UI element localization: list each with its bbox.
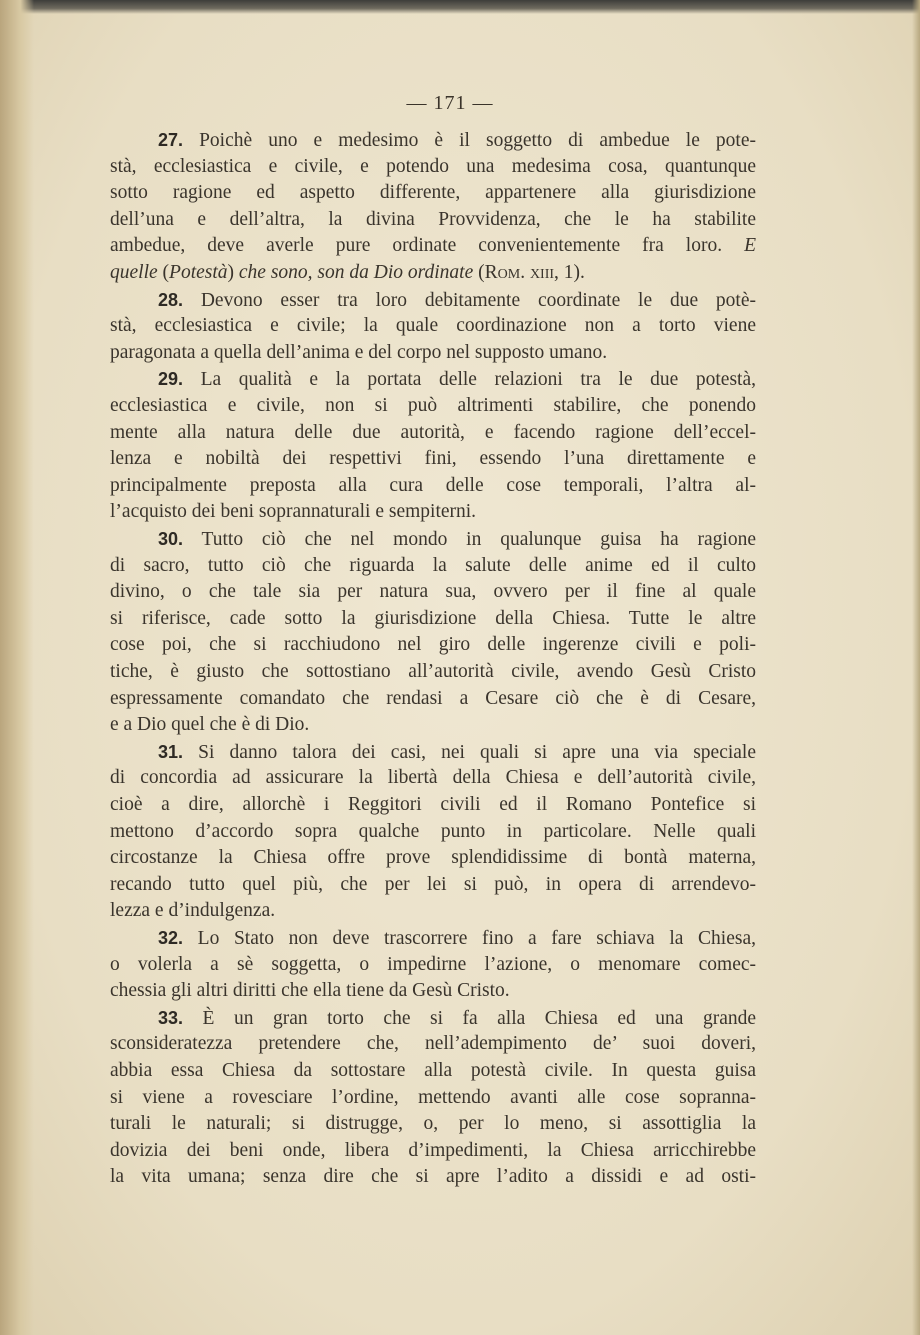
paragraph-first-line (110, 926, 756, 951)
text-segment: stà, ecclesiastica e civile; la quale coordinazione non a torto viene (110, 315, 756, 337)
italic-text: che sono, son da Dio ordinate (238, 262, 474, 283)
text-line (110, 660, 756, 684)
text-line (110, 580, 756, 604)
paragraph-number: 28. (158, 289, 184, 310)
text-segment: ambedue, deve averle pure ordinate convenientemente fra loro. (110, 235, 745, 257)
text-line (110, 500, 756, 524)
text-segment: Tutto ciò che nel mondo in qualunque guisa ha ragione (183, 529, 756, 550)
text-segment: lezza e d’indulgenza. (110, 900, 276, 922)
text-segment: cioè a dire, allorchè i Reggitori civili ed il Romano Pontefice si (110, 794, 756, 815)
text-line (110, 766, 756, 790)
text-line (110, 447, 756, 471)
text-line (110, 687, 756, 711)
text-segment: Poichè uno e medesimo è il soggetto di ambedue le pote- (183, 130, 756, 151)
text-line (110, 873, 756, 897)
text-segment: di concordia ad assicurare la libertà della Chiesa e dell’autorità civile, (110, 767, 756, 789)
text-segment: mente alla natura delle due autorità, e facendo ragione dell’eccel- (110, 421, 756, 443)
text-line (110, 1139, 756, 1163)
text-segment: Devono esser tra loro debitamente coordinate le due potè- (183, 289, 756, 311)
paragraph-first-line (110, 740, 756, 765)
text-line (110, 1112, 756, 1136)
text-segment: mettono d’accordo sopra qualche punto in particolare. Nelle quali (110, 820, 756, 842)
text-segment: ( (157, 262, 170, 283)
text-segment: ( (473, 262, 485, 283)
text-segment: Si danno talora dei casi, nei quali si apre una via speciale (183, 741, 756, 763)
text-line (110, 181, 756, 205)
page-right-edge (912, 0, 920, 1335)
scan-top-border (0, 0, 920, 14)
text-segment: , 1). (554, 262, 585, 283)
text-segment: abbia essa Chiesa da sottostare alla potestà civile. In questa guisa (110, 1060, 756, 1081)
text-line (110, 1059, 756, 1083)
paragraph-first-line (110, 1006, 756, 1031)
text-line (110, 554, 756, 578)
text-segment: recando tutto quel più, che per lei si può, in opera di arrendevo- (110, 873, 756, 895)
text-segment: turali le naturali; si distrugge, o, per lo meno, si assottiglia la (110, 1113, 756, 1135)
text-line (110, 633, 756, 657)
text-line (110, 474, 756, 498)
paragraph-number: 33. (158, 1007, 184, 1028)
text-segment: sconsideratezza pretendere che, nell’adempimento de’ suoi doveri, (110, 1033, 756, 1055)
text-segment: ) (227, 262, 239, 283)
text-segment: sotto ragione ed aspetto differente, appartenere alla giurisdizione (110, 182, 756, 204)
text-segment: cose poi, che si racchiudono nel giro delle ingerenze civili e poli- (110, 634, 756, 656)
text-segment: si viene a rovesciare l’ordine, mettendo avanti alle cose sopranna- (110, 1086, 756, 1108)
text-line (110, 314, 756, 338)
text-line (110, 421, 756, 445)
text-line (110, 234, 756, 258)
text-segment: È un gran torto che si fa alla Chiesa ed una grande (183, 1007, 756, 1029)
text-segment: principalmente preposta alla cura delle cose temporali, l’altra al- (110, 474, 756, 496)
text-line (110, 607, 756, 631)
text-segment: La qualità e la portata delle relazioni tra le due potestà, (183, 369, 756, 391)
paragraph-first-line (110, 527, 756, 552)
text-segment: ecclesiastica e civile, non si può altrimenti stabilire, che ponendo (110, 395, 756, 416)
paragraph-number: 27. (158, 130, 184, 150)
text-segment: Lo Stato non deve trascorrere fino a fare schiava la Chiesa, (183, 928, 756, 949)
text-segment: o volerla a sè soggetta, o impedirne l’azione, o menomare comec- (110, 953, 756, 975)
text-segment: l’acquisto dei beni soprannaturali e sempiterni. (110, 501, 477, 523)
text-segment: circostanze la Chiesa offre prove splendidissime di bontà materna, (110, 847, 756, 869)
text-line (110, 1032, 756, 1056)
text-line (110, 846, 756, 870)
text-segment: chessia gli altri diritti che ella tiene da Gesù Cristo. (110, 980, 510, 1002)
text-segment: lenza e nobiltà dei respettivi fini, essendo l’una direttamente e (110, 448, 756, 470)
text-segment: si riferisce, cade sotto la giurisdizione della Chiesa. Tutte le altre (110, 607, 756, 629)
citation-text: Rom. xiii (484, 262, 555, 283)
text-segment: di sacro, tutto ciò che riguarda la salute delle anime ed il culto (110, 554, 756, 576)
italic-text: E (744, 235, 756, 257)
text-segment: dovizia dei beni onde, libera d’impedimenti, la Chiesa arricchirebbe (110, 1139, 756, 1161)
text-line (110, 394, 756, 418)
text-line (110, 341, 756, 365)
italic-text: quelle (110, 262, 158, 283)
text-segment: paragonata a quella dell’anima e del corpo nel supposto umano. (110, 341, 608, 363)
paragraph-number: 30. (158, 529, 184, 549)
text-line (110, 820, 756, 844)
text-line (110, 1086, 756, 1110)
italic-text: Potestà (169, 262, 228, 283)
text-segment: espressamente comandato che rendasi a Cesare ciò che è di Cesare, (110, 687, 756, 709)
paragraph-number: 29. (158, 369, 184, 390)
text-segment: tiche, è giusto che sottostiano all’autorità civile, avendo Gesù Cristo (110, 661, 756, 682)
text-segment: la vita umana; senza dire che si apre l’adito a dissidi e ad osti- (110, 1166, 756, 1188)
text-line (110, 1165, 756, 1189)
paragraph-first-line (110, 128, 756, 153)
text-segment: divino, o che tale sia per natura sua, ovvero per il fine al quale (110, 581, 756, 603)
text-line (110, 899, 756, 923)
paragraph-number: 31. (158, 741, 184, 762)
text-line (110, 953, 756, 977)
text-line (110, 793, 756, 817)
text-segment: dell’una e dell’altra, la divina Provvidenza, che le ha stabilite (110, 208, 756, 230)
text-line (110, 979, 756, 1003)
page-number: — 171 — (406, 92, 494, 114)
paragraph-number: 32. (158, 928, 184, 948)
text-line (110, 713, 756, 737)
text-line (110, 155, 756, 179)
text-line (110, 261, 756, 285)
text-segment: stà, ecclesiastica e civile, e potendo una medesima cosa, quantunque (110, 155, 756, 177)
paragraph-first-line (110, 288, 756, 313)
paragraph-first-line (110, 367, 756, 392)
text-segment: e a Dio quel che è di Dio. (110, 714, 310, 736)
text-line (110, 208, 756, 232)
page-binding-edge (0, 0, 34, 1335)
